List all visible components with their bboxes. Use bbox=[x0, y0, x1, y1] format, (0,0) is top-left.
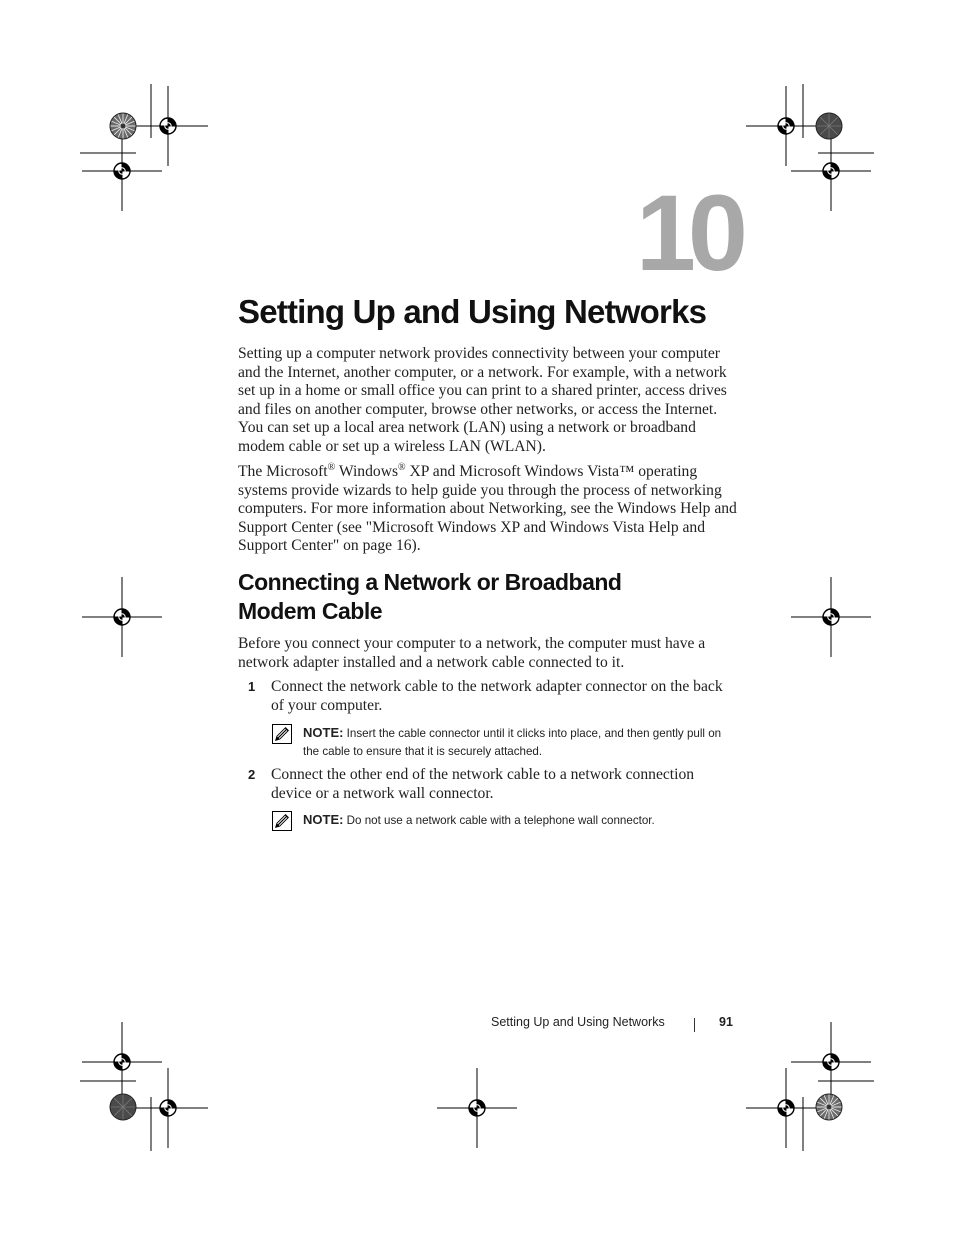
note-text: NOTE: Do not use a network cable with a telephone wall connector. bbox=[303, 812, 655, 827]
section-intro: Before you connect your computer to a network, the computer must have a network adapter installed and a network cable connected to it. bbox=[238, 635, 706, 671]
note-text: NOTE: Insert the cable connector until it clicks into place, and then gently pull on the cable to ensure that it is securely attached. bbox=[303, 725, 722, 758]
step-number: 2 bbox=[248, 767, 256, 782]
intro-paragraph-1: Setting up a computer network provides connectivity between your computer and the Internet, another computer, or a network. For example, with a network set up in a home or small office you can print to a shared printer, access drives and files on another computer, browse other networks, or access the Internet. You can set up a local area network (LAN) using a network or broadband modem cable or set up a wireless LAN (WLAN). bbox=[238, 345, 727, 455]
chapter-title: Setting Up and Using Networks bbox=[238, 293, 707, 330]
chapter-number: 10 bbox=[635, 172, 740, 293]
step-number: 1 bbox=[248, 679, 256, 694]
footer-separator bbox=[694, 1018, 695, 1032]
step-text: Connect the network cable to the network adapter connector on the back of your computer. bbox=[271, 678, 723, 714]
page-number: 91 bbox=[719, 1015, 733, 1029]
intro-paragraph-2: The Microsoft® Windows® XP and Microsoft Windows Vista™ operating systems provide wizards to help guide you through the process of networking computers. For more information about Networking, see the Windows Help and Support Center (see "Microsoft Windows XP and Windows Vista Help and Support Center" on page 16). bbox=[238, 461, 737, 555]
pencil-note-icon bbox=[272, 724, 292, 744]
step-text: Connect the other end of the network cable to a network connection device or a network wall connector. bbox=[271, 766, 695, 802]
section-title: Connecting a Network or Broadband Modem Cable bbox=[238, 569, 622, 624]
pencil-note-icon bbox=[272, 811, 292, 831]
footer-chapter-title: Setting Up and Using Networks bbox=[491, 1015, 665, 1029]
